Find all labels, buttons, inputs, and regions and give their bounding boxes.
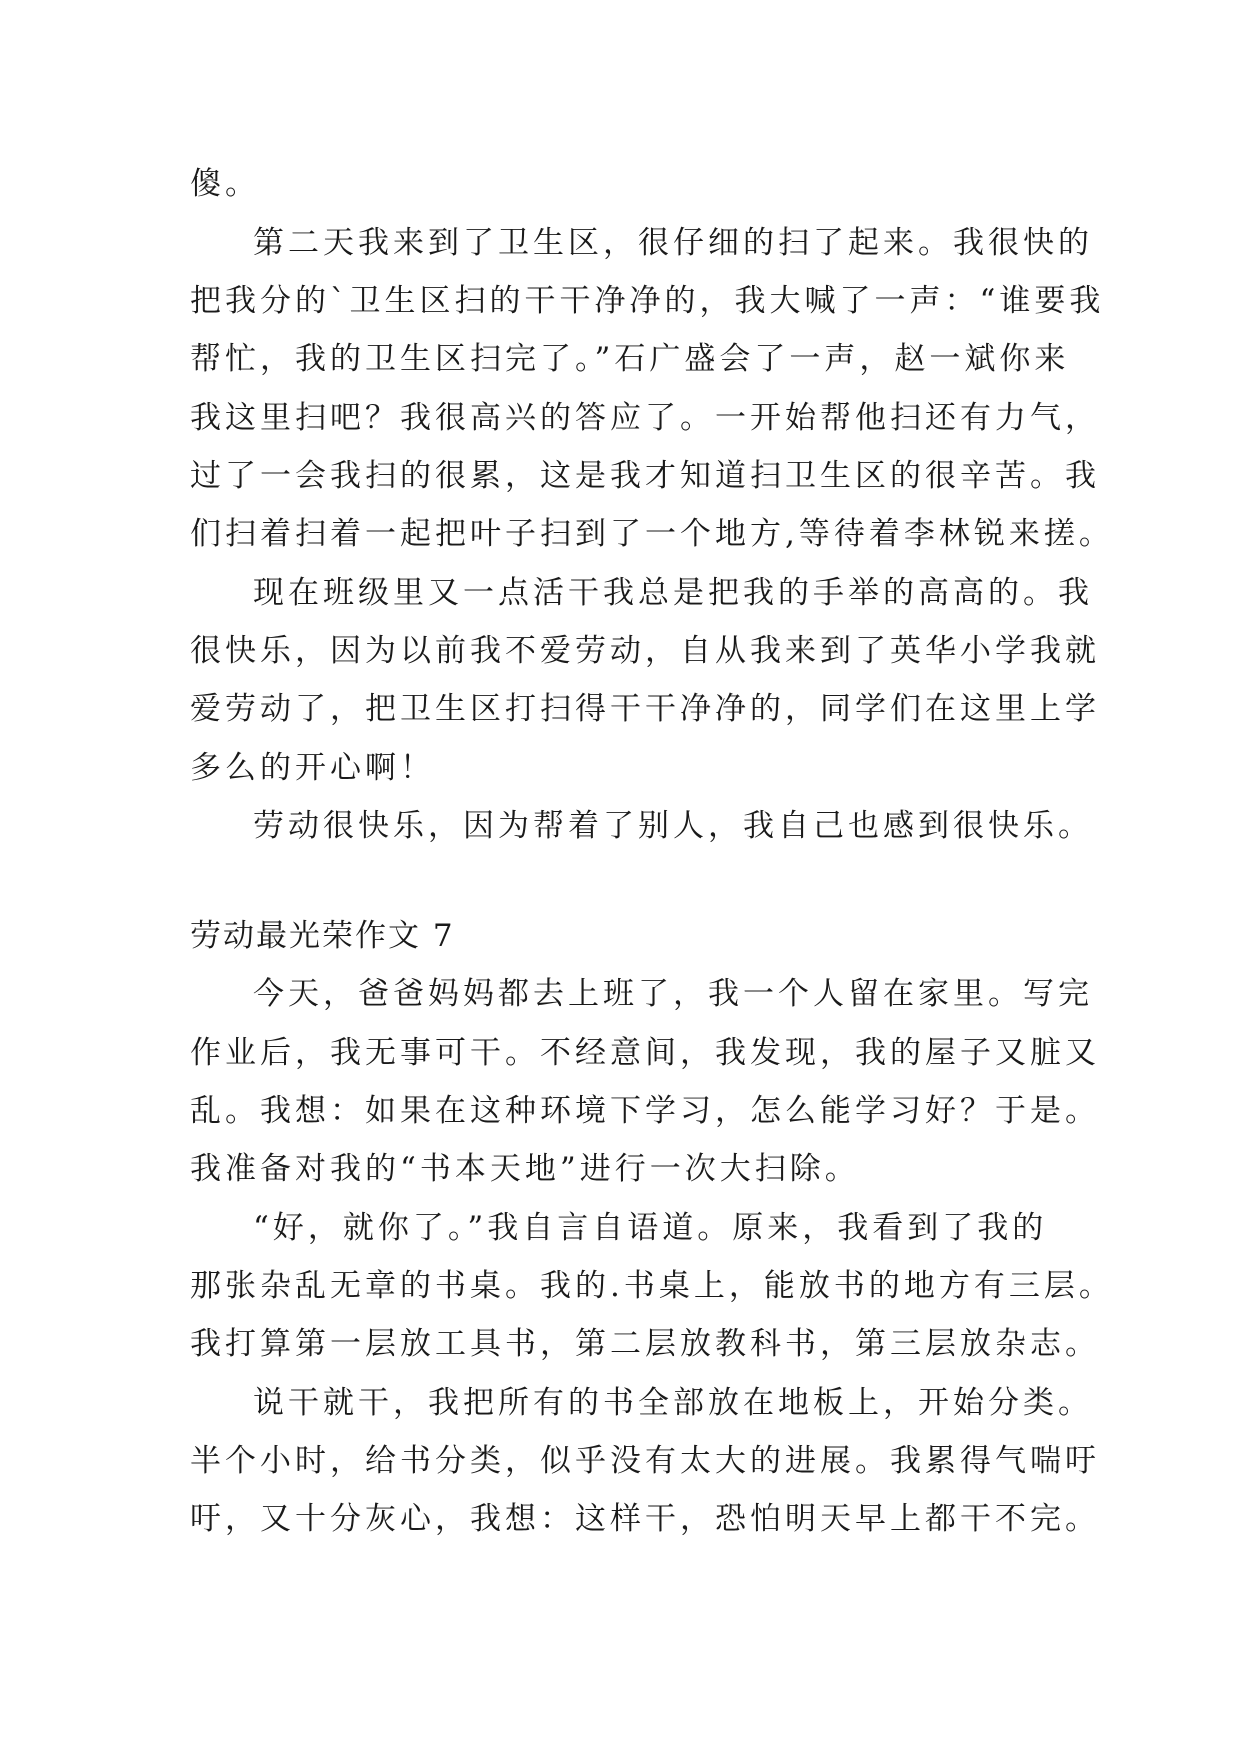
paragraph-line: 我准备对我的“书本天地”进行一次大扫除。 [190, 1151, 860, 1187]
paragraph-line: 作业后，我无事可干。不经意间，我发现，我的屋子又脏又 [190, 1035, 1100, 1071]
paragraph-line: 现在班级里又一点活干我总是把我的手举的高高的。我 [253, 575, 1093, 611]
paragraph-line: 那张杂乱无章的书桌。我的.书桌上，能放书的地方有三层。 [190, 1268, 1114, 1304]
paragraph-line: 半个小时，给书分类，似乎没有太大的进展。我累得气喘吁 [190, 1443, 1100, 1479]
paragraph-line: 很快乐，因为以前我不爱劳动，自从我来到了英华小学我就 [190, 633, 1100, 669]
paragraph-line: 过了一会我扫的很累，这是我才知道扫卫生区的很辛苦。我 [190, 458, 1100, 494]
paragraph-line: “好，就你了。”我自言自语道。原来，我看到了我的 [253, 1210, 1048, 1246]
paragraph-line: 劳动很快乐，因为帮着了别人，我自己也感到很快乐。 [253, 808, 1093, 844]
paragraph-line: 爱劳动了，把卫生区打扫得干干净净的，同学们在这里上学 [190, 691, 1100, 727]
paragraph-line: 们扫着扫着一起把叶子扫到了一个地方,等待着李林锐来搓。 [190, 516, 1114, 552]
paragraph-line: 我这里扫吧？我很高兴的答应了。一开始帮他扫还有力气， [190, 400, 1100, 436]
paragraph-line: 帮忙，我的卫生区扫完了。”石广盛会了一声，赵一斌你来 [190, 341, 1070, 377]
paragraph-line: 多么的开心啊！ [190, 750, 435, 786]
section-heading: 劳动最光荣作文 7 [190, 918, 455, 954]
paragraph-line: 说干就干，我把所有的书全部放在地板上，开始分类。 [253, 1385, 1093, 1421]
paragraph-line: 今天，爸爸妈妈都去上班了，我一个人留在家里。写完 [253, 976, 1093, 1012]
paragraph-line: 乱。我想：如果在这种环境下学习，怎么能学习好？于是。 [190, 1093, 1100, 1129]
paragraph-line: 把我分的`卫生区扫的干干净净的，我大喊了一声：“谁要我 [190, 283, 1105, 319]
paragraph-line: 吁，又十分灰心，我想：这样干，恐怕明天早上都干不完。 [190, 1501, 1100, 1537]
paragraph-line: 我打算第一层放工具书，第二层放教科书，第三层放杂志。 [190, 1326, 1100, 1362]
paragraph-line: 傻。 [190, 166, 260, 202]
paragraph-line: 第二天我来到了卫生区，很仔细的扫了起来。我很快的 [253, 225, 1093, 261]
